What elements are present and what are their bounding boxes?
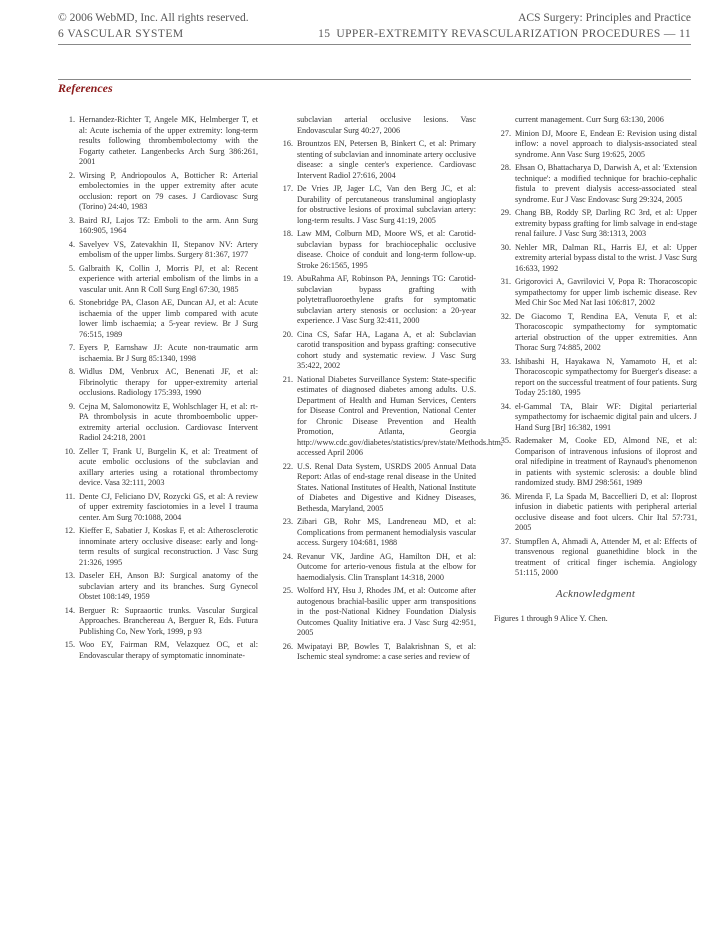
- reference-item: [58, 240, 258, 261]
- reference-number: 11.: [65, 491, 75, 501]
- reference-item: [276, 274, 476, 327]
- reference-text: Mwipatayi BP, Bowles T, Balakrishnan S, et al: Ischemic steal syndrome: a case series and review of: [297, 641, 476, 661]
- reference-item: [276, 552, 476, 584]
- reference-text: Cejna M, Salomonowitz E, Wohlschlager H, et al: rt-PA thrombolysis in acute thromboembolic upper-extremity arterial occlusion. Cardiovasc Intervent Radiol 24:218, 2001: [79, 401, 258, 442]
- reference-text: Chang BB, Roddy SP, Darling RC 3rd, et al: Upper extremity bypass grafting for limb salvage in end-stage renal failure. J Vasc Surg 38:1313, 2003: [515, 208, 697, 238]
- reference-number: 26.: [282, 641, 293, 651]
- reference-item: [58, 571, 258, 603]
- reference-item: [276, 374, 503, 459]
- section-title: 6 VASCULAR SYSTEM: [58, 28, 184, 40]
- reference-text: Daseler EH, Anson BJ: Surgical anatomy of the subclavian artery and its branches. Surg Gynecol Obstet 108:149, 1959: [79, 571, 258, 601]
- reference-text: Savelyev VS, Zatevakhin II, Stepanov NV: Artery embolism of the upper limbs. Surgery 81:367, 1977: [79, 239, 258, 259]
- reference-continuation: subclavian arterial occlusive lesions. Vasc Endovascular Surg 40:27, 2006: [297, 115, 476, 135]
- reference-text: Eyers P, Earnshaw JJ: Acute non-traumatic arm ischaemia. Br J Surg 85:1340, 1998: [79, 343, 258, 363]
- reference-number: 17.: [282, 184, 293, 193]
- reference-text: AbuRahma AF, Robinson PA, Jennings TG: Carotid-subclavian bypass grafting with polytetrafluoroethylene grafts for symptomatic subclavian artery stenosis or occlusion: a 20-year experience. J Vasc Surg 32:411, 2000: [297, 274, 476, 325]
- reference-text: U.S. Renal Data System, USRDS 2005 Annual Data Report: Atlas of end-stage renal disease in the United States. National Institutes of Health, National Institute of Diabetes and Digestive and Kidney Diseases, Bethesda, Maryland, 2005: [297, 461, 476, 513]
- reference-text: Berguer R: Supraaortic trunks. Vascular Surgical Approaches. Branchereau A, Berguer R, Eds. Futura Publishing Co, New York, 1999, p 93: [79, 605, 258, 636]
- reference-text: Woo EY, Fairman RM, Velazquez OC, et al: Endovascular therapy of symptomatic innominate-: [79, 640, 258, 660]
- reference-number: 10.: [64, 446, 75, 456]
- reference-number: 21.: [282, 374, 293, 384]
- reference-item: [276, 586, 476, 639]
- reference-text: Law MM, Colburn MD, Moore WS, et al: Carotid-subclavian bypass for brachiocephalic occlusive disease. Choice of conduit and long-term follow-up. Stroke 26:1565, 1995: [297, 229, 476, 270]
- reference-number: 37.: [500, 536, 511, 546]
- reference-number: 36.: [500, 491, 511, 501]
- reference-number: 15.: [64, 640, 75, 649]
- reference-item: [276, 330, 476, 372]
- reference-item: [58, 640, 258, 661]
- reference-text: Minion DJ, Moore E, Endean E: Revision using distal inflow: a novel approach to dialysis-associated steal syndrome. Ann Vasc Surg 19:625, 2005: [515, 128, 697, 159]
- reference-text: Wirsing P, Andriopoulos A, Botticher R: Arterial embolectomies in the upper extremity after acute occlusion: report on 79 cases. J Cardiovasc Surg (Torino) 24:40, 1983: [79, 170, 258, 211]
- reference-number: 30.: [500, 242, 511, 252]
- references-rule: [58, 79, 691, 80]
- reference-item: [276, 184, 476, 226]
- chapter-header: [318, 27, 691, 41]
- chapter-number: 15: [318, 28, 331, 40]
- reference-text: Baird RJ, Lajos TZ: Emboli to the arm. Ann Surg 160:905, 1964: [79, 215, 258, 235]
- reference-text: Widlus DM, Venbrux AC, Benenati JF, et al: Fibrinolytic therapy for upper-extremity arterial occlusions. Radiology 175:393, 1990: [79, 367, 258, 397]
- reference-item: [58, 298, 258, 340]
- reference-number: 16.: [282, 139, 293, 148]
- reference-item: [494, 312, 697, 354]
- reference-number: 5.: [68, 263, 75, 273]
- reference-number: 34.: [500, 401, 511, 411]
- reference-item: [58, 606, 258, 638]
- reference-item: [58, 343, 258, 364]
- reference-item: [494, 436, 697, 489]
- reference-text: Nehler MR, Dalman RL, Harris EJ, et al: Upper extremity arterial bypass distal to the wrist. J Vasc Surg 16:633, 1992: [515, 242, 697, 273]
- reference-number: 1.: [68, 115, 75, 124]
- reference-number: 23.: [282, 517, 293, 526]
- reference-item: [494, 492, 697, 534]
- reference-item: [58, 492, 258, 524]
- references-column-2: [276, 115, 503, 666]
- reference-item: [276, 229, 476, 271]
- reference-number: 28.: [500, 163, 511, 172]
- reference-continuation: current management. Curr Surg 63:130, 2006: [515, 115, 664, 124]
- reference-text: Hernandez-Richter T, Angele MK, Helmberger T, et al: Acute ischemia of the upper extremity: long-term results following thrombembolectomy with the Fogarty catheter. Langenbecks Arch Surg 386:261, 2001: [79, 115, 258, 166]
- reference-text: Stumpflen A, Ahmadi A, Attender M, et al: Effects of transvenous regional guanethidine block in the treatment of critical finger ischemia. Angiology 51:115, 2000: [515, 536, 697, 577]
- reference-item: [58, 264, 258, 296]
- reference-number: 32.: [500, 311, 511, 321]
- acknowledgment-heading: Acknowledgment: [555, 588, 636, 600]
- reference-item: [276, 139, 476, 181]
- reference-text: National Diabetes Surveillance System: State-specific estimates of diagnosed diabetes among adults. U.S. Department of Health and Human Services, Centers for Disease Control and Prevention, National Center for Chronic Disease Prevention and Health Promotion, Atlanta, Georgia http://www.cdc.gov/diabetes/statistics/prev/state/Methods.htm, accessed April 2006: [297, 374, 503, 457]
- references-column-1: [58, 115, 258, 664]
- header-rule: [58, 44, 691, 45]
- reference-text: Revanur VK, Jardine AG, Hamilton DH, et al: Outcome for arterio-venous fistula at the elbow for haemodialysis. Clin Transplant 14:318, 2000: [297, 551, 476, 582]
- reference-number: 3.: [68, 215, 75, 225]
- reference-item: [58, 402, 258, 444]
- reference-number: 33.: [500, 356, 511, 366]
- reference-item: [276, 462, 476, 515]
- reference-number: 6.: [68, 298, 75, 307]
- reference-text: Brountzos EN, Petersen B, Binkert C, et al: Primary stenting of subclavian and innominate artery occlusive disease: a single center's experience. Cardiovasc Intervent Radiol 27:616, 2004: [297, 139, 476, 180]
- reference-item: [494, 243, 697, 275]
- reference-item: [58, 216, 258, 237]
- reference-number: 22.: [282, 461, 293, 471]
- reference-item: [494, 208, 697, 240]
- reference-item: [276, 517, 476, 549]
- chapter-title: UPPER-EXTREMITY REVASCULARIZATION PROCEDURES — 11: [336, 28, 691, 40]
- reference-number: 4.: [68, 239, 75, 249]
- reference-number: 25.: [282, 586, 293, 595]
- reference-number: 24.: [282, 551, 293, 561]
- references-column-3: [494, 115, 697, 582]
- book-title: ACS Surgery: Principles and Practice: [518, 12, 691, 24]
- reference-number: 18.: [282, 229, 293, 238]
- reference-number: 13.: [64, 571, 75, 580]
- reference-text: Dente CJ, Feliciano DV, Rozycki GS, et al: A review of upper extremity fasciotomies in a level I trauma center. Am Surg 70:1088, 2004: [79, 491, 258, 522]
- reference-text: Ehsan O, Bhattacharya D, Darwish A, et al: 'Extension technique': a modified technique for brachio-cephalic fistula to prevent dialysis access-associated steal syndrome. Eur J Vasc Endovasc Surg 29:324, 2005: [515, 163, 697, 204]
- reference-item: [58, 447, 258, 489]
- reference-item: [276, 642, 476, 663]
- reference-text: Grigorovici A, Gavrilovici V, Popa R: Thoracoscopic sympathectomy for upper limb ischemic disease. Rev Med Chir Soc Med Nat Iasi 106:817, 2002: [515, 277, 697, 307]
- reference-text: Mirenda F, La Spada M, Baccellieri D, et al: Iloprost infusion in diabetic patients with peripheral arterial occlusive disease and foot ulcers. Chir Ital 57:731, 2005: [515, 491, 697, 532]
- reference-text: Rademaker M, Cooke ED, Almond NE, et al: Comparison of intravenous infusions of iloprost and oral nifedipine in treatment of Raynaud's phenomenon in patients with systemic sclerosis: a double blind randomized study. BMJ 298:561, 1989: [515, 436, 697, 487]
- reference-item: [58, 171, 258, 213]
- reference-number: 2.: [68, 170, 75, 180]
- reference-text: Zibari GB, Rohr MS, Landreneau MD, et al: Complications from permanent hemodialysis vascular access. Surgery 104:681, 1988: [297, 517, 476, 547]
- reference-number: 14.: [64, 605, 75, 615]
- reference-text: Zeller T, Frank U, Burgelin K, et al: Treatment of acute embolic occlusions of the subclavian and axillary arteries using a rotational thrombectomy device. Vasa 32:111, 2003: [79, 446, 258, 487]
- reference-item: [58, 367, 258, 399]
- reference-text: el-Gammal TA, Blair WF: Digital periarterial sympathectomy for ischaemic digital pain and ulcers. J Hand Surg [Br] 16:382, 1991: [515, 401, 697, 432]
- reference-number: 8.: [68, 367, 75, 376]
- reference-number: 20.: [282, 329, 293, 339]
- reference-item: [494, 357, 697, 399]
- reference-text: Kieffer E, Sabatier J, Koskas F, et al: Atherosclerotic innominate artery occlusive disease: early and long-term results of surgical reconstruction. J Vasc Surg 21:326, 1995: [79, 526, 258, 567]
- reference-item: [494, 277, 697, 309]
- reference-item: [494, 537, 697, 579]
- reference-number: 7.: [68, 343, 75, 352]
- reference-text: Ishibashi H, Hayakawa N, Yamamoto H, et al: Thoracoscopic sympathectomy for Buerger's disease: a report on the successful treatment of four patients. Surg Today 25:180, 1995: [515, 356, 697, 397]
- reference-text: Galbraith K, Collin J, Morris PJ, et al: Recent experience with arterial embolism of the limbs in a vascular unit. Ann R Coll Surg Engl 67:30, 1985: [79, 263, 258, 294]
- reference-text: Cina CS, Safar HA, Lagana A, et al: Subclavian carotid transposition and bypass grafting: consecutive cohort study and systematic review. J Vasc Surg 35:422, 2002: [297, 329, 476, 370]
- reference-text: De Vries JP, Jager LC, Van den Berg JC, et al: Durability of percutaneous transluminal angioplasty for obstructive lesions of proximal subclavian artery: long-term results. J Vasc Surg 41:19, 2005: [297, 184, 476, 225]
- reference-item: [494, 129, 697, 161]
- reference-item: [58, 526, 258, 568]
- reference-item: [494, 163, 697, 205]
- reference-number: 31.: [500, 277, 511, 286]
- reference-number: 19.: [282, 274, 293, 283]
- acknowledgment-text: Figures 1 through 9 Alice Y. Chen.: [494, 614, 608, 623]
- reference-item: [58, 115, 258, 168]
- reference-number: 35.: [500, 436, 511, 445]
- reference-item: [494, 402, 697, 434]
- reference-number: 29.: [500, 208, 511, 217]
- reference-number: 27.: [500, 128, 511, 138]
- reference-number: 12.: [64, 526, 75, 535]
- reference-text: Wolford HY, Hsu J, Rhodes JM, et al: Outcome after autogenous brachial-basilic upper arm transpositions in the post-National Kidney Foundation Dialysis Outcomes Quality Initiative era. J Vasc Surg 42:951, 2005: [297, 586, 476, 637]
- reference-text: Stonebridge PA, Clason AE, Duncan AJ, et al: Acute ischaemia of the upper limb compared with acute lower limb ischaemia; a 5-year review. Br J Surg 76:515, 1989: [79, 298, 258, 339]
- reference-number: 9.: [68, 401, 75, 411]
- reference-text: De Giacomo T, Rendina EA, Venuta F, et al: Thoracoscopic sympathectomy for symptomatic arterial obstruction of the upper extremities. Ann Thorac Surg 74:885, 2002: [515, 311, 697, 352]
- references-heading: References: [58, 81, 113, 95]
- copyright-notice: © 2006 WebMD, Inc. All rights reserved.: [58, 12, 249, 24]
